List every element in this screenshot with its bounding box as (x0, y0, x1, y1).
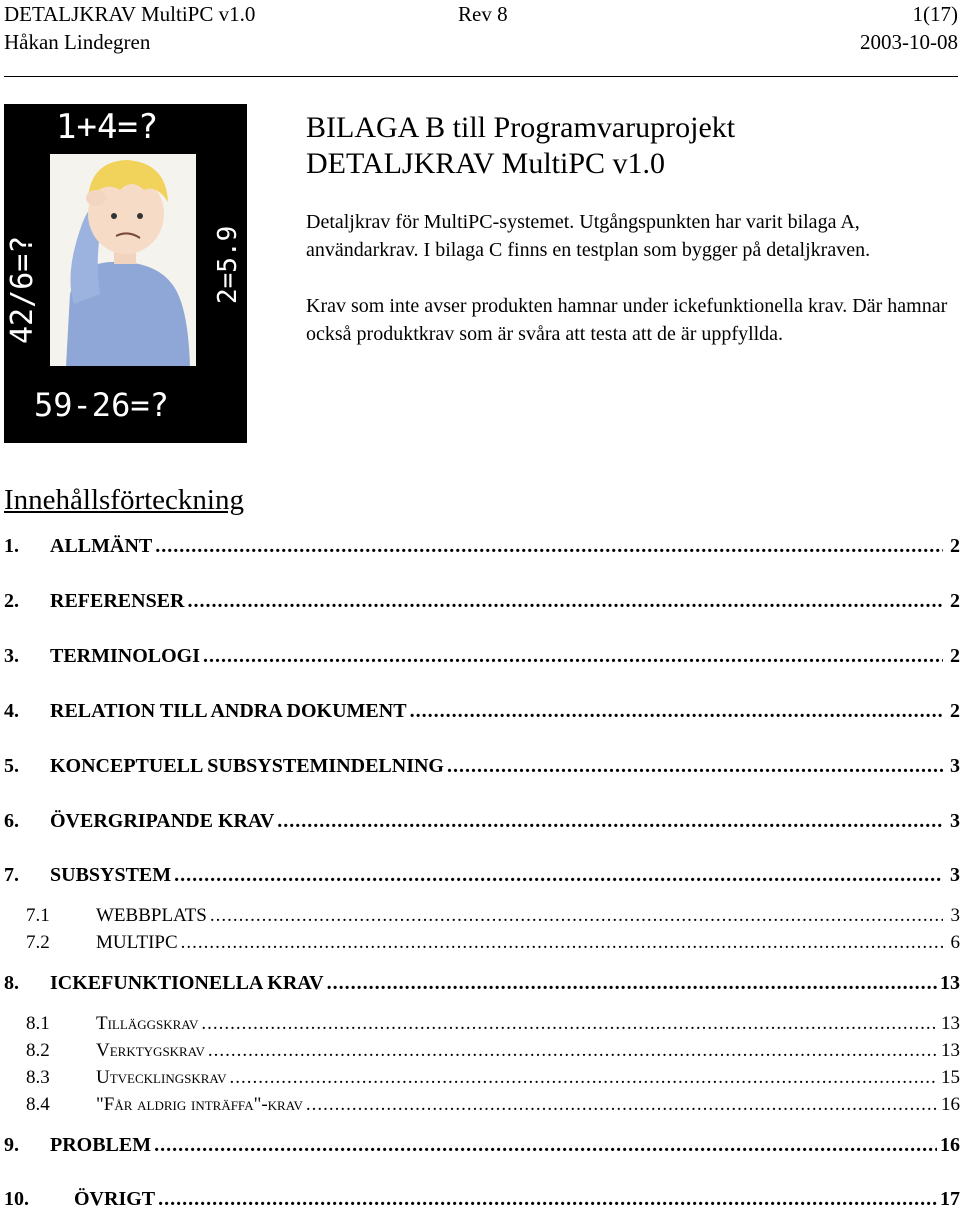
toc-entry-number: 3. (4, 645, 19, 667)
toc-heading: Innehållsförteckning (4, 484, 244, 516)
toc-entry-number: 1. (4, 535, 19, 557)
header-author: Håkan Lindegren (4, 30, 151, 54)
header-rule (4, 76, 958, 77)
toc-entry-page: 3 (950, 755, 960, 777)
toc-entry-number: 8.3 (26, 1067, 50, 1088)
toc-entry-page: 2 (950, 590, 960, 612)
toc-entry-number: 10. (4, 1188, 29, 1210)
toc-entry-title: MULTIPC (96, 932, 178, 953)
toc-entry-title: REFERENSER (50, 590, 185, 612)
toc-entry-title: RELATION TILL ANDRA DOKUMENT (50, 700, 407, 722)
toc-entry-title: PROBLEM (50, 1134, 152, 1156)
toc-entry-number: 7.2 (26, 932, 50, 953)
toc-entry-number: 9. (4, 1134, 19, 1156)
introduction (306, 208, 956, 376)
equation-left: 42/6=? (5, 235, 40, 344)
toc-leader-dots (210, 905, 943, 927)
toc-leader-dots (208, 1040, 938, 1062)
toc-entry-title: Utvecklingskrav (96, 1067, 227, 1088)
toc-leader-dots (187, 590, 943, 613)
toc-leader-dots (181, 932, 943, 954)
toc-entry-page: 3 (950, 864, 960, 886)
toc-entry-multipc[interactable] (26, 932, 960, 954)
toc-leader-dots (203, 645, 943, 668)
confused-boy-illustration (4, 104, 247, 443)
intro-paragraph-1: Detaljkrav för MultiPC-systemet. Utgångspunkten har varit bilaga A, användarkrav. I bilaga C finns en testplan som bygger på detaljkraven. (306, 211, 871, 261)
toc-leader-dots (158, 1188, 937, 1211)
toc-leader-dots (410, 700, 943, 723)
toc-entry-far-aldrig-intraffa[interactable] (26, 1094, 960, 1116)
toc-entry-verktygskrav[interactable] (26, 1040, 960, 1062)
toc-leader-dots (327, 972, 937, 995)
header-revision: Rev 8 (458, 2, 508, 26)
header-page-number: 1(17) (912, 2, 958, 26)
equation-right: 2=5.9 (213, 225, 243, 304)
equation-bottom: 59-26=? (34, 386, 169, 424)
toc-entry-ovrigt[interactable] (4, 1188, 960, 1211)
toc-entry-title: SUBSYSTEM (50, 864, 172, 886)
intro-paragraph-2: Krav som inte avser produkten hamnar under ickefunktionella krav. Där hamnar också produktkrav som är svåra att testa att de är uppfyllda. (306, 295, 948, 345)
document-title (306, 110, 735, 182)
toc-entry-number: 8.1 (26, 1013, 50, 1034)
toc-entry-title: ALLMÄNT (50, 535, 153, 557)
toc-entry-page: 16 (940, 1134, 960, 1156)
toc-entry-page: 13 (940, 972, 960, 994)
toc-entry-relation[interactable] (4, 700, 960, 723)
toc-entry-page: 3 (950, 905, 960, 926)
toc-entry-title: "Får aldrig inträffa"-krav (96, 1094, 303, 1115)
toc-entry-terminologi[interactable] (4, 645, 960, 668)
toc-entry-number: 4. (4, 700, 19, 722)
toc-entry-allmant[interactable] (4, 535, 960, 558)
toc-entry-page: 13 (941, 1040, 960, 1061)
document-title-line-1: BILAGA B till Programvaruprojekt (306, 111, 736, 144)
toc-entry-referenser[interactable] (4, 590, 960, 613)
toc-entry-subsystem[interactable] (4, 864, 960, 887)
document-title-line-2: DETALJKRAV MultiPC v1.0 (306, 147, 666, 180)
toc-entry-title: KONCEPTUELL SUBSYSTEMINDELNING (50, 755, 444, 777)
toc-entry-utvecklingskrav[interactable] (26, 1067, 960, 1089)
toc-entry-overgripande[interactable] (4, 810, 960, 833)
equation-top: 1+4=? (56, 107, 159, 147)
toc-entry-number: 6. (4, 810, 19, 832)
toc-entry-problem[interactable] (4, 1134, 960, 1157)
toc-entry-title: Verktygskrav (96, 1040, 205, 1061)
toc-entry-ickefunktionella[interactable] (4, 972, 960, 995)
toc-entry-title: ICKEFUNKTIONELLA KRAV (50, 972, 324, 994)
toc-entry-page: 3 (950, 810, 960, 832)
header-date: 2003-10-08 (860, 30, 958, 54)
toc-entry-page: 17 (940, 1188, 960, 1210)
toc-entry-page: 16 (941, 1094, 960, 1115)
toc-entry-number: 8.4 (26, 1094, 50, 1115)
toc-entry-page: 13 (941, 1013, 960, 1034)
toc-entry-number: 7. (4, 864, 19, 886)
toc-leader-dots (155, 535, 943, 558)
toc-entry-page: 2 (950, 645, 960, 667)
toc-entry-number: 8. (4, 972, 19, 994)
toc-entry-webbplats[interactable] (26, 905, 960, 927)
toc-leader-dots (154, 1134, 937, 1157)
toc-leader-dots (201, 1013, 938, 1035)
toc-entry-tillaggskrav[interactable] (26, 1013, 960, 1035)
toc-entry-number: 2. (4, 590, 19, 612)
toc-leader-dots (230, 1067, 939, 1089)
page-header (4, 0, 958, 56)
toc-leader-dots (277, 810, 943, 833)
toc-entry-number: 8.2 (26, 1040, 50, 1061)
toc-entry-title: Tilläggskrav (96, 1013, 199, 1034)
cover-illustration (4, 104, 247, 443)
header-doc-title: DETALJKRAV MultiPC v1.0 (4, 2, 256, 26)
toc-entry-page: 2 (950, 535, 960, 557)
toc-leader-dots (447, 755, 943, 778)
toc-entry-title: ÖVRIGT (74, 1188, 156, 1210)
toc-leader-dots (174, 864, 943, 887)
toc-entry-page: 15 (941, 1067, 960, 1088)
toc-entry-page: 2 (950, 700, 960, 722)
toc-entry-title: WEBBPLATS (96, 905, 207, 926)
toc-entry-title: ÖVERGRIPANDE KRAV (50, 810, 275, 832)
toc-entry-konceptuell[interactable] (4, 755, 960, 778)
toc-entry-number: 7.1 (26, 905, 50, 926)
toc-entry-number: 5. (4, 755, 19, 777)
toc-entry-title: TERMINOLOGI (50, 645, 201, 667)
toc-leader-dots (306, 1094, 938, 1116)
toc-entry-page: 6 (950, 932, 960, 953)
